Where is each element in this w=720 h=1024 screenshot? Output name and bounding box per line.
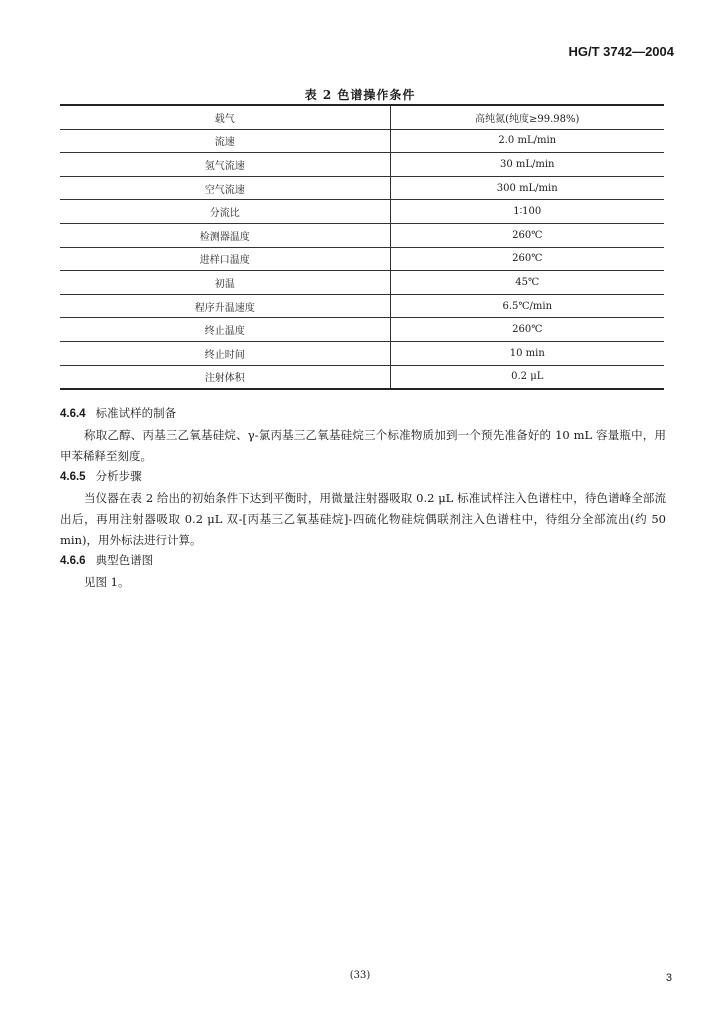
condition-name: 终止温度 [60, 318, 390, 342]
section-heading [60, 405, 176, 421]
condition-value: 260℃ [390, 223, 664, 247]
condition-name: 载气 [60, 105, 390, 129]
condition-value: 260℃ [390, 247, 664, 271]
operating-conditions-table [60, 104, 664, 390]
table-row [60, 200, 664, 224]
condition-name: 注射体积 [60, 365, 390, 389]
table-row [60, 176, 664, 200]
condition-name: 程序升温速度 [60, 294, 390, 318]
table-row [60, 271, 664, 295]
standard-code: HG/T 3742—2004 [568, 44, 674, 59]
section-number: 4.6.6 [60, 555, 86, 567]
table-row [60, 223, 664, 247]
condition-name: 初温 [60, 271, 390, 295]
condition-value: 30 mL/min [390, 153, 664, 177]
condition-value: 2.0 mL/min [390, 129, 664, 153]
condition-value: 1∶100 [390, 200, 664, 224]
condition-name: 进样口温度 [60, 247, 390, 271]
condition-value: 10 min [390, 341, 664, 365]
section-body: 称取乙醇、丙基三乙氧基硅烷、γ-氯丙基三乙氧基硅烷三个标准物质加到一个预先准备好的 10 mL 容量瓶中，用甲苯稀释至刻度。 [60, 428, 666, 463]
section-title: 分析步骤 [95, 469, 142, 483]
table-row [60, 294, 664, 318]
section-body: 当仪器在表 2 给出的初始条件下达到平衡时，用微量注射器吸取 0.2 μL 标准试样注入色谱柱中，待色谱峰全部流出后，再用注射器吸取 0.2 μL 双-[丙基三乙氧基硅烷]-四硫化物硅烷偶联剂注入色谱柱中，待组分全部流出(约 50 min)，用外标法进行计算。 [60, 491, 666, 547]
condition-name: 流速 [60, 129, 390, 153]
table-row [60, 153, 664, 177]
condition-value: 高纯氮(纯度≥99.98%) [475, 113, 580, 125]
condition-value: 260℃ [390, 318, 664, 342]
condition-value: 45℃ [390, 271, 664, 295]
section-title: 典型色谱图 [95, 553, 154, 567]
table-title: 表 2 色谱操作条件 [304, 88, 416, 102]
condition-name: 空气流速 [60, 176, 390, 200]
condition-value: 6.5℃/min [390, 294, 664, 318]
page-number: 3 [665, 972, 672, 984]
section-heading [60, 552, 153, 568]
footer-center-number: (33) [349, 970, 371, 981]
condition-name: 终止时间 [60, 341, 390, 365]
condition-value: 300 mL/min [390, 176, 664, 200]
condition-name: 检测器温度 [60, 223, 390, 247]
table-row [60, 341, 664, 365]
table-row [60, 105, 664, 129]
condition-value: 0.2 μL [390, 365, 664, 389]
section-body: 见图 1。 [84, 575, 130, 589]
section-number: 4.6.5 [60, 471, 86, 483]
table-row [60, 129, 664, 153]
section-title: 标准试样的制备 [95, 406, 177, 420]
section-number: 4.6.4 [60, 408, 86, 420]
table-row [60, 247, 664, 271]
table-row [60, 365, 664, 389]
condition-name: 分流比 [60, 200, 390, 224]
section-heading [60, 468, 142, 484]
condition-name: 氢气流速 [60, 153, 390, 177]
table-row [60, 318, 664, 342]
